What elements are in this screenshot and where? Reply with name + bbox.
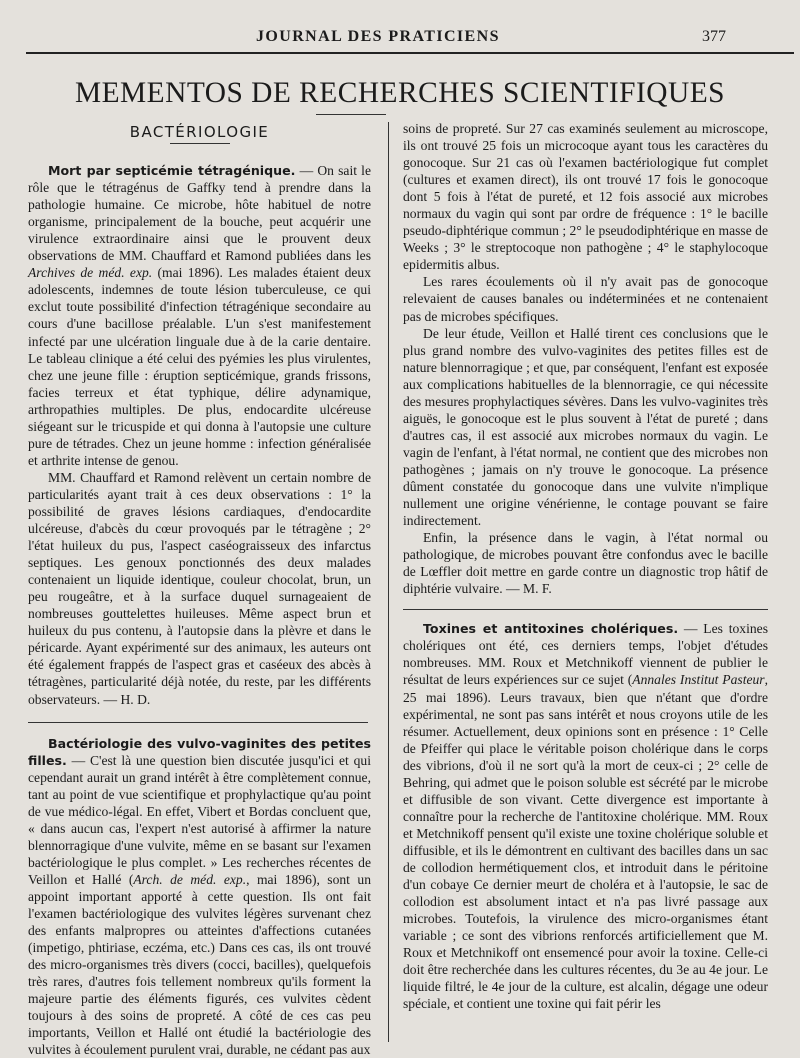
citation: Annales Institut Pasteur xyxy=(632,672,765,688)
article-separator xyxy=(28,722,368,723)
left-column xyxy=(28,120,371,1058)
article-title-septicemie: Mort par septicémie tétragénique. xyxy=(48,163,296,179)
article-vulvo-p1: Bactériologie des vulvo-vaginites des petites filles. — C'est là une question bien discutée jusqu'ici et qui cependant aurait un grand intérêt à être complètement connue, tant au point de vue scientifique et prophylactique qu'au point de vue médico-légal. En effet, Vibert et Bordas concluent que, « dans aucun cas, l'expert n'est autorisé à affirmer la nature blennorragique d'une vulvite, même en se basant sur l'examen bactériologique le plus complet. » Les recherches récentes de Veillon et Hallé (Arch. de méd. exp., mai 1896), sont un appoint important apporté à cette question. Ils ont fait l'examen bactériologique des vulvites légères survenant chez des enfants malpropres ou atteintes d'affections cutanées (impetigo, phtiriase, eczéma, etc.) Dans ces cas, ils ont trouvé des micro-organismes très divers (cocci, bacilles), quelquefois très rares, d'autres fois tellement nombreux qu'ils forment la majeure partie des éléments figurés, ces vulvites cèdent toujours à des soins de propreté. A côté de ces cas peu importants, Veillon et Hallé ont étudié la bactériologie des vulvites à écoulement purulent vrai, durable, ne cédant pas aux xyxy=(28,735,371,1058)
citation: Archives de méd. exp. xyxy=(28,265,153,281)
header-rule xyxy=(26,52,794,54)
article-separator xyxy=(403,609,768,610)
article-vulvo-p4: Enfin, la présence dans le vagin, à l'état normal ou pathologique, de microbes pouvant être confondus avec le bacille de Lœffler doit mettre en garde contre un diagnostic trop hâtif de diphtérie vulvaire. — M. F. xyxy=(403,530,768,597)
journal-title: JOURNAL DES PRATICIENS xyxy=(256,28,500,45)
section-rule xyxy=(170,143,230,144)
right-column xyxy=(403,120,768,1012)
running-head xyxy=(0,26,800,50)
page-number: 377 xyxy=(702,28,726,45)
citation: Arch. de méd. exp. xyxy=(133,871,247,887)
section-title: BACTÉRIOLOGIE xyxy=(129,123,270,141)
article-septicemie-p2: MM. Chauffard et Ramond relèvent un certain nombre de particularités ayant trait à ces deux observations : 1° la possibilité de graves lésions cardiaques, d'endocardite ulcéreuse, d'abcès du cœur provoqués par le tétragène ; 2° l'état huileux du pus, l'aspect caséograisseux des infarctus septiques. Les genoux ponctionnés des deux malades contenaient un liquide identique, couleur chocolat, brun, un peu rougeâtre, et à la surface duquel surnageaient de nombreuses gouttelettes huileuses. Même aspect brun et huileux du pus contenu, à l'autopsie dans la plèvre et dans le péricarde. Ayant expérimenté sur des animaux, les auteurs ont été également frappés de l'aspect gras et caséeux des abcès à tétragènes, particularité déjà notée, du reste, par les différents observateurs. — H. D. xyxy=(28,469,371,707)
article-toxines-p1: Toxines et antitoxines cholériques. — Les toxines cholériques ont été, ces derniers temps, l'objet d'études nombreuses. MM. Roux et Metchnikoff viennent de publier le résultat de leurs expériences sur ce sujet (Annales Institut Pasteur, 25 mai 1896). Leurs travaux, bien que n'étant que d'ordre expérimental, ne sont pas sans intérêt et nous croyons utile de les résumer. Actuellement, deux opinions sont en présence : 1° Celle de Pfeiffer qui place le véritable poison cholérique dans le corps des vibrions, d'où il ne sort qu'à la mort de ceux-ci ; 2° celle de Behring, qui admet que le poison soluble est sécrété par le microbe et diffusible de son vivant. Cette divergence est importante à connaître pour la recherche de l'antitoxine cholérique. MM. Roux et Metchnikoff pensent qu'il existe une toxine cholérique soluble et diffusible, et ils le démontrent en cultivant des bacilles dans un sac de collodion hermétiquement clos, et introduit dans le péritoine d'un cobaye Ce dernier meurt de choléra et à l'autopsie, le sac de collodion est absolument intact et n'a pas livré passage aux microbes. Toutefois, la virulence des micro-organismes étant variable ; ce sont des vibrions renforcés artificiellement que M. Roux et Metchnikoff ont ensemencé pour avoir la toxine. Celle-ci doit être recherchée dans les cultures récentes, du 3e au 4e jour. Le liquide filtré, le 4e jour de la culture, est alcalin, dégage une odeur spéciale, et contient une toxine qui fait périr les xyxy=(403,621,768,1012)
article-vulvo-p2: Les rares écoulements où il n'y avait pas de gonocoque relevaient de causes banales ou indéterminées et ne contenaient pas de microbes spécifiques. xyxy=(403,274,768,324)
article-vulvo-p1-continued: soins de propreté. Sur 27 cas examinés seulement au microscope, ils ont trouvé 25 fois un microcoque ayant tous les caractères du gonocoque. Sur 21 cas où l'examen bactériologique fut complet (cultures et examen direct), ils ont trouvé 17 fois le gonocoque dont 5 fois à l'état de pureté, et 12 fois associé aux microbes normaux du vagin qui sont par ordre de fréquence : 1° le bacille pseudo-diphtérique commun ; 2° le pseudodiphtérique en masse de Weeks ; 3° le streptocoque non pathogène ; 4° le staphylocoque epidermitis albus. xyxy=(403,121,768,273)
main-title: MEMENTOS DE RECHERCHES SCIENTIFIQUES xyxy=(74,76,726,109)
article-septicemie-p1: Mort par septicémie tétragénique. — On sait le rôle que le tétragénus de Gaffky tend à prendre dans la pathologie humaine. Ce microbe, hôte habituel de notre organisme, principalement de la bouche, peut acquérir une virulence extraordinaire ainsi que le prouvent deux observations de MM. Chauffard et Ramond publiées dans les Archives de méd. exp. (mai 1896). Les malades étaient deux adolescents, indemnes de toute lésion tuberculeuse, ce qui exclut toute possibilité d'infection tétragénique secondaire au cours d'une bacillose préalable. L'un s'est manifestement infecté par une ulcération linguale due à de la carie dentaire. Le tableau clinique a été celui des pyémies les plus virulentes, chez une jeune fille : éruption septicémique, grands frissons, facies terreux et état typhique, délire adynamique, arthropathies multiples. De plus, endocardite ulcéreuse siégeant sur le tricuspide et qui donna à l'autopsie une culture pure de tétrades. Chez un jeune homme : infection généralisée et arthrite intense de genou. xyxy=(28,163,372,468)
article-vulvo-p3: De leur étude, Veillon et Hallé tirent ces conclusions que le plus grand nombre des vulvo-vaginites des petites filles est de nature blennorragique ; et que, par conséquent, l'enfant est exposée aux complications habituelles de la blennorragie, ce qui nécessite des mesures prophylactiques sévères. Dans les vulvo-vaginites très aiguës, le gonocoque est le plus souvent à l'état de pureté ; dans d'autres cas, il est associé aux microbes normaux du vagin. Le vagin de l'enfant, à l'état normal, ne contient que des microbes non pathogènes ; jamais on n'y trouve le gonocoque. La présence dûment constatée du gonocoque dans une vulvite n'implique nullement une origine vénérienne, le contage pouvant se faire indirectement. xyxy=(403,325,768,529)
column-divider xyxy=(388,122,389,1042)
article-title-toxines: Toxines et antitoxines cholériques. xyxy=(423,621,679,637)
article-title-vulvo: Bactériologie des vulvo-vaginites des petites filles. xyxy=(28,735,371,768)
title-rule xyxy=(316,114,386,115)
